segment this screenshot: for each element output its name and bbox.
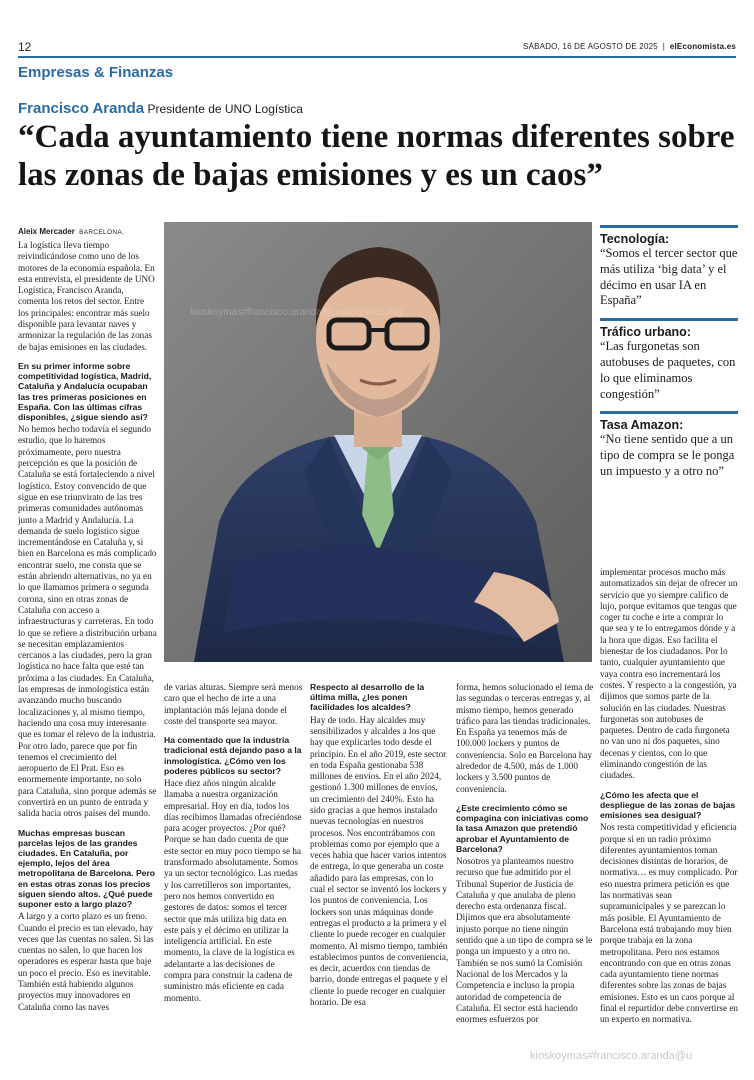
question-5: ¿Este crecimiento cómo se compagina con iniciativas como la tasa Amazon que pretendió aprobar el Ayuntamiento de Barcelona?	[456, 802, 589, 854]
sidebar-quote-title: Tasa Amazon:	[600, 418, 684, 433]
article-column-2	[164, 682, 303, 1034]
sidebar-quote-title: Tráfico urbano:	[600, 325, 691, 340]
page-watermark: kioskoymas#francisco.aranda@u	[530, 1050, 693, 1062]
article-column-1	[18, 240, 157, 1030]
section-rule	[18, 56, 736, 58]
headline: “Cada ayuntamiento tiene normas diferentes sobre las zonas de bajas emisiones y es un caos”	[18, 119, 735, 193]
byline-author: Aleix Mercader	[18, 227, 75, 236]
answer-6: Nos resta competitividad y eficiencia porque si en un radio próximo diferentes ayuntamientos toman decisiones distintas de horarios, de normativa… es muy complicado. Por eso nuestra primera petición es que las normativas sean supramunicipales y se parezcan lo más posible. El Ayuntamiento de Barcelona está trabajando muy bien porque trabaja en la zona metropolitana. Pero nos estamos encontrando con que en otras zonas cada ayuntamiento tiene normas diferentes sobre las zonas de bajas emisiones. Esto es un caos porque al final el repartidor debe convertirse en un experto en normativa.	[600, 822, 738, 1025]
question-3: Ha comentado que la industria tradicional está dejando paso a la inmologística. ¿Cómo ven los poderes públicos su sector?	[164, 735, 302, 776]
interviewee-photo	[164, 222, 592, 662]
question-1: En su primer informe sobre competitividad logística, Madrid, Cataluña y Andalucía ocupaban las tres primeras posiciones en España. Con las últimas cifras disponibles, ¿sigue siendo así?	[18, 360, 152, 422]
issue-date: SÁBADO, 16 DE AGOSTO DE 2025	[523, 42, 658, 51]
question-2: Muchas empresas buscan parcelas lejos de las grandes ciudades. En Cataluña, por ejemplo, lejos del área metropolitana de Barcelona. Pero en estas otras zonas los precios siguen siendo altos. ¿Qué puede suponer esto a largo plazo?	[18, 827, 156, 909]
portrait-illustration	[164, 222, 592, 662]
photo-watermark: kioskoymas#francisco.aranda@unologistica.org	[190, 307, 402, 318]
question-4: Respecto al desarrollo de la última milla, ¿les ponen facilidades los alcaldes?	[310, 682, 425, 713]
quote-sidebar	[600, 225, 738, 489]
answer-2-continued: de varias alturas. Siempre será menos caro que el hecho de irte a una implantación más lejana donde el coste del transporte sea mayor.	[164, 682, 303, 726]
article-column-5	[600, 567, 738, 1034]
sidebar-quote-technology	[600, 225, 738, 309]
answer-5: Nosotros ya planteamos nuestro recurso que fue admitido por el Tribunal Superior de Justicia de Cataluña y que anulaba de pleno derecho esta ordenanza fiscal. Dijimos que era absolutamente injusto porque no tiene ningún sentido que a un tipo de compra se le ponga un impuesto y a otro no. También se nos sumó la Comisión Nacional de los Mercados y la Competencia e incluso la propia autoridad de competencia de Cataluña. El sector está haciendo enormes esfuerzos por	[456, 855, 593, 1025]
sidebar-quote-text: “No tiene sentido que a un tipo de compra se le ponga un impuesto y a otro no”	[600, 432, 735, 478]
byline-place: BARCELONA.	[79, 229, 125, 236]
page-number: 12	[18, 40, 32, 54]
section-title: Empresas & Finanzas	[18, 64, 174, 81]
question-6: ¿Cómo les afecta que el despliegue de las zonas de bajas emisiones sea desigual?	[600, 789, 736, 821]
sidebar-quote-amazon-tax	[600, 411, 738, 479]
byline	[18, 227, 124, 236]
interviewee-line	[18, 100, 303, 117]
sidebar-quote-title: Tecnología:	[600, 232, 670, 246]
sidebar-quote-urban-traffic	[600, 318, 738, 402]
answer-3: Hace diez años ningún alcalde llamaba a nuestra organización empresarial. Hoy en día, todos los días recibimos llamadas ofreciéndose para acoger proyectos. ¿Por qué? Porque se han dado cuenta de que este sector en muy poco tiempo se ha transformado absolutamente. Somos ya un sector tecnológico. Las ruedas y los carretilleros son importantes, pero nos hemos convertido en gestores de datos: somos el tercer sector que más utiliza big data en este país y el décimo en utilizar la inteligencia artificial. En este momento, la clave de la logística es adelantarte a las decisiones de compra para construir la cadena de suministro más eficiente en cada momento.	[164, 778, 302, 1003]
answer-5-continued: implementar procesos mucho más automatizados sin dejar de ofrecer un servicio que yo siempre califico de lujo, porque evitamos que tengas que coger tu coche e irte a comprar lo que sea y te lo entregamos dónde y a la hora que digas. Eso facilita el bienestar de los ciudadanos. Por lo tanto, cualquier ayuntamiento que vaya contra eso incrementará los costes. Y respecto a la congestión, ya dijimos que somos parte de la solución en las ciudades. Nuestras furgonetas son autobuses de paquetes. Dentro de cada furgoneta no van uno ni dos paquetes, sino decenas y cientos, con lo que eliminando congestión de las ciudades.	[600, 567, 738, 781]
page-date-line: SÁBADO, 16 DE AGOSTO DE 2025 | elEconomista.es	[523, 42, 736, 51]
answer-4-continued: forma, hemos solucionado el tema de las segundas o terceras entregas y, al mismo tiempo, hemos generado tráfico para las tiendas tradicionales. En España ya tenemos más de 100.000 lockers y puntos de conveniencia. Solo en Barcelona hay alrededor de 4.500, más de 1.000 lockers y 3.500 puntos de conveniencia.	[456, 682, 594, 794]
answer-1: No hemos hecho todavía el segundo estudio, que lo haremos próximamente, pero nuestra percepción es que la posición de Cataluña se está fortaleciendo a nivel logístico. Estoy convencido de que sigue en ese triunvirato de las tres primeras comunidades autónomas junto a Madrid y Andalucía. La demanda de suelo logístico sigue incrementándose en Cataluña y, si bien en Barcelona es más complicado encontrar suelo, me consta que se están abriendo alternativas, no ya en lo que llamamos primera o segunda corona, sino en otras zonas de Cataluña con acceso a infraestructuras y carreteras. En todo lo que se refiere a distribución urbana se necesitan emplazamientos cercanos a las ciudades, pero la gran logística no hace falta que esté tan próxima a las ciudades. En Cataluña, las empresas de inmologística están avanzando mucho buscando localizaciones y, al mismo tiempo, haciendo una cosa muy interesante que es tomar el relevo de la industria. Por otro lado, parece que por fin tenemos el crecimiento del aeropuerto de El Prat. Eso es enormemente importante, no solo para Cataluña, sino porque además se convertirá en un punto de entrada y salida hacia otros países del mundo.	[18, 424, 157, 819]
answer-4: Hay de todo. Hay alcaldes muy sensibilizados y alcaldes a los que hay que explicarles todo desde el principio. En el año 2019, este sector en toda España gestionaba 538 millones de envíos. En el año 2024, gestionó 1.300 millones de envíos, un crecimiento del 240%. Esto ha sido gracias a que hemos instalado nuevas tecnologías en nuestros procesos. Nos encontrábamos con problemas como por ejemplo que a veces había que hacer varios intentos de entrega, lo que generaba un coste añadido para las empresas, con lo cual el sector se inventó los lockers y los puntos de conveniencia. Los lockers son unas máquinas donde entregas el producto a la primera y el cliente lo puede recoger en cualquier momento. Al mismo tiempo, también establecimos puntos de conveniencia, es decir, acuerdos con tiendas de barrio, donde entregas el paquete y el cliente lo puede recoger en cualquier horario. De esa	[310, 714, 449, 1008]
interviewee-role: Presidente de UNO Logística	[147, 102, 303, 116]
sidebar-quote-text: “Las furgonetas son autobuses de paquetes, con lo que eliminamos congestión”	[600, 339, 736, 401]
intro-paragraph: La logística lleva tiempo reivindicándose como uno de los motores de la economía española. En esta entrevista, el presidente de UNO Logística, Francisco Aranda, comenta los retos del sector. Entre los principales: encontrar más suelo disponible para levantar naves y armonizar la regulación de las zonas de bajas emisiones en las ciudades.	[18, 240, 155, 352]
answer-2: A largo y a corto plazo es un freno. Cuando el precio es tan elevado, hay veces que las cuentas no salen. Si las cuentas no salen, lo que hacen los operadores es esperar hasta que baje un poco el precio. Eso es inevitable. También está habiendo algunos proyectos muy innovadores en Cataluña como las naves	[18, 911, 154, 1012]
interviewee-name: Francisco Aranda	[18, 100, 145, 117]
article-column-4	[456, 682, 595, 1034]
publication-brand: elEconomista.es	[669, 42, 736, 51]
sidebar-quote-text: “Somos el tercer sector que más utiliza ‘big data’ y el décimo en usar IA en España”	[600, 246, 738, 308]
article-column-3	[310, 682, 449, 1034]
page-header	[18, 40, 736, 56]
